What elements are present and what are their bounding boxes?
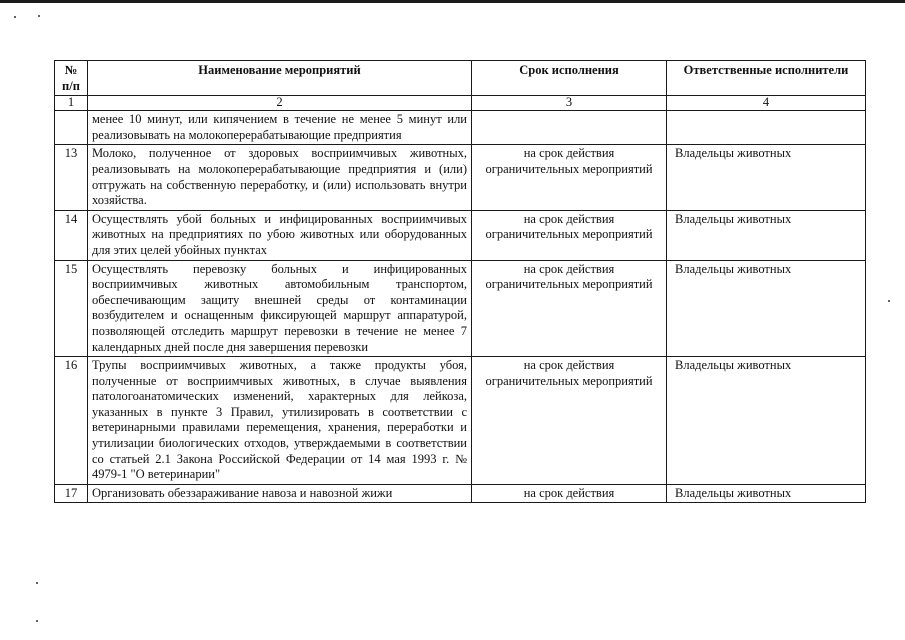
measure-text: Организовать обеззараживание навоза и навозной жижи	[88, 484, 472, 503]
column-number: 4	[667, 96, 866, 111]
scan-speck	[38, 15, 40, 17]
column-number-row	[55, 96, 866, 111]
table-row	[55, 210, 866, 260]
table-row	[55, 357, 866, 485]
scan-speck	[888, 300, 890, 302]
table-header-row	[55, 61, 866, 96]
responsible-text: Владельцы животных	[667, 260, 866, 357]
row-number	[55, 111, 88, 145]
scan-speck	[36, 582, 38, 584]
header-term: Срок исполнения	[472, 61, 667, 96]
term-text: на срок действия ограничительных мероприятий	[472, 145, 667, 210]
table-row	[55, 145, 866, 210]
row-number: 17	[55, 484, 88, 503]
top-border-line	[0, 0, 905, 3]
row-number: 15	[55, 260, 88, 357]
measure-text: Осуществлять перевозку больных и инфицированных восприимчивых животных автомобильным транспортом, обеспечивающим защиту внешней среды от контаминации возбудителем и оснащенным фиксирующей маршрут аппаратурой, позволяющей отследить маршрут перевозки в течение не менее 7 календарных дней после дня завершения перевозки	[88, 260, 472, 357]
responsible-text: Владельцы животных	[667, 357, 866, 485]
term-text: на срок действия ограничительных мероприятий	[472, 260, 667, 357]
header-responsible: Ответственные исполнители	[667, 61, 866, 96]
header-name: Наименование мероприятий	[88, 61, 472, 96]
measures-table	[54, 60, 866, 503]
header-number: № п/п	[55, 61, 88, 96]
column-number: 2	[88, 96, 472, 111]
responsible-text	[667, 111, 866, 145]
term-text: на срок действия ограничительных мероприятий	[472, 210, 667, 260]
responsible-text: Владельцы животных	[667, 484, 866, 503]
row-number: 16	[55, 357, 88, 485]
scan-speck	[36, 620, 38, 622]
term-text: на срок действия	[472, 484, 667, 503]
responsible-text: Владельцы животных	[667, 145, 866, 210]
table-row	[55, 260, 866, 357]
column-number: 3	[472, 96, 667, 111]
scan-speck	[14, 16, 16, 18]
column-number: 1	[55, 96, 88, 111]
term-text	[472, 111, 667, 145]
responsible-text: Владельцы животных	[667, 210, 866, 260]
table-row	[55, 484, 866, 503]
measure-text: Трупы восприимчивых животных, а также продукты убоя, полученные от восприимчивых животных, в случае выявления патологоанатомических изменений, характерных для лейкоза, указанных в пункте 3 Правил, утилизировать в соответствии с ветеринарными правилами перемещения, хранения, переработки и утилизации биологических отходов, утверждаемыми в соответствии со статьей 2.1 Закона Российской Федерации от 14 мая 1993 г. № 4979-1 "О ветеринарии"	[88, 357, 472, 485]
term-text: на срок действия ограничительных мероприятий	[472, 357, 667, 485]
measure-text: Осуществлять убой больных и инфицированных восприимчивых животных на предприятиях по убою животных или оборудованных для этих целей убойных пунктах	[88, 210, 472, 260]
measure-text: менее 10 минут, или кипячением в течение не менее 5 минут или реализовывать на молокоперерабатывающие предприятия	[88, 111, 472, 145]
measure-text: Молоко, полученное от здоровых восприимчивых животных, реализовывать на молокоперерабатывающие предприятия и (или) отгружать на собственную переработку, и (или) использовать внутри хозяйства.	[88, 145, 472, 210]
row-number: 14	[55, 210, 88, 260]
row-number: 13	[55, 145, 88, 210]
table-row	[55, 111, 866, 145]
